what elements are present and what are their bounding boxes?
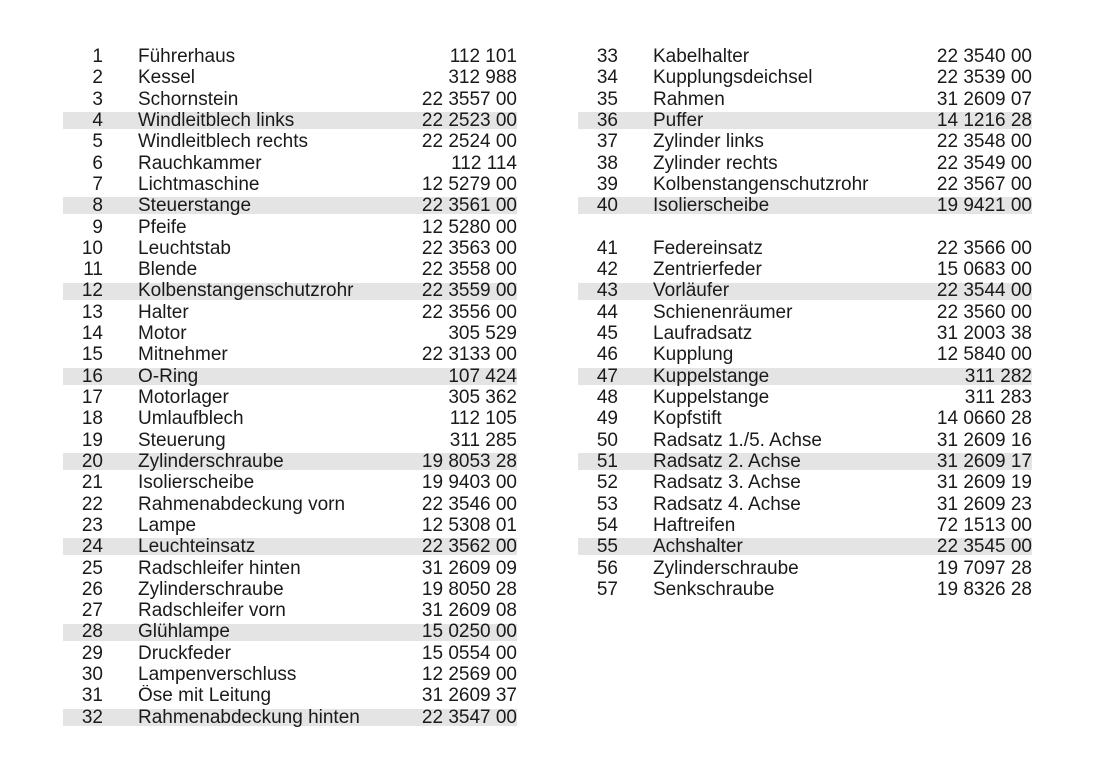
part-number: 22 3560 00 xyxy=(936,301,1032,323)
parts-row xyxy=(578,366,1032,387)
parts-row xyxy=(63,131,517,152)
part-number: 31 2609 07 xyxy=(936,88,1032,110)
item-number: 9 xyxy=(92,216,103,238)
part-name: Steuerstange xyxy=(138,195,252,217)
parts-row xyxy=(63,387,517,408)
parts-row xyxy=(63,217,517,238)
part-number: 14 1216 28 xyxy=(936,109,1032,131)
part-name: Radsatz 2. Achse xyxy=(653,450,801,472)
part-number: 22 3556 00 xyxy=(421,301,517,323)
parts-row xyxy=(63,195,517,216)
part-number: 22 3549 00 xyxy=(936,152,1032,174)
part-number: 107 424 xyxy=(448,365,517,387)
parts-row xyxy=(578,515,1032,536)
part-number: 72 1513 00 xyxy=(936,514,1032,536)
parts-row xyxy=(63,451,517,472)
item-number: 24 xyxy=(81,536,103,558)
parts-row xyxy=(63,323,517,344)
part-number: 112 114 xyxy=(451,152,517,174)
parts-row xyxy=(63,46,517,67)
item-number: 11 xyxy=(83,259,103,281)
part-name: Kolbenstangenschutzrohr xyxy=(653,173,869,195)
part-number: 112 101 xyxy=(449,46,517,67)
parts-row xyxy=(578,387,1032,408)
part-name: Kolbenstangenschutzrohr xyxy=(138,280,354,302)
item-number: 14 xyxy=(81,323,103,345)
part-number: 22 3548 00 xyxy=(936,131,1032,153)
parts-row xyxy=(578,302,1032,323)
item-number: 39 xyxy=(596,173,618,195)
item-number: 43 xyxy=(596,280,618,302)
item-number: 20 xyxy=(81,450,103,472)
part-name: Radsatz 3. Achse xyxy=(653,472,801,494)
part-number: 22 3562 00 xyxy=(421,536,517,558)
part-number: 19 8053 28 xyxy=(421,450,517,472)
item-number: 17 xyxy=(81,387,103,408)
item-number: 29 xyxy=(81,642,103,664)
part-number: 12 5280 00 xyxy=(421,216,517,238)
part-name: Schienenräumer xyxy=(653,301,793,323)
part-number: 19 9421 00 xyxy=(936,195,1032,217)
part-number: 22 3558 00 xyxy=(421,259,517,281)
item-number: 3 xyxy=(92,88,103,110)
part-number: 19 9403 00 xyxy=(421,472,517,494)
part-number: 22 3547 00 xyxy=(421,706,517,728)
part-number: 31 2609 37 xyxy=(421,685,517,707)
part-number: 305 362 xyxy=(448,387,517,408)
part-name: Halter xyxy=(138,301,189,323)
part-name: Radschleifer vorn xyxy=(138,600,286,622)
part-name: Radsatz 1./5. Achse xyxy=(653,429,822,451)
part-name: Isolierscheibe xyxy=(138,472,255,494)
part-number: 311 283 xyxy=(964,387,1032,408)
part-number: 22 3559 00 xyxy=(421,280,517,302)
parts-row xyxy=(578,195,1032,216)
part-name: Zentrierfeder xyxy=(653,259,762,281)
item-number: 6 xyxy=(92,152,103,174)
parts-row xyxy=(63,494,517,515)
parts-row xyxy=(63,302,517,323)
part-number: 12 5279 00 xyxy=(421,173,517,195)
item-number: 35 xyxy=(596,88,618,110)
item-number: 40 xyxy=(596,195,618,217)
item-number: 34 xyxy=(596,67,618,89)
part-number: 12 5840 00 xyxy=(936,344,1032,366)
parts-row xyxy=(63,153,517,174)
part-name: Lichtmaschine xyxy=(138,173,260,195)
part-name: Rahmenabdeckung vorn xyxy=(138,493,346,515)
item-number: 31 xyxy=(81,685,103,707)
part-name: Kuppelstange xyxy=(653,387,770,408)
part-name: Rahmenabdeckung hinten xyxy=(138,706,360,728)
part-name: Windleitblech rechts xyxy=(138,131,309,153)
item-number: 7 xyxy=(92,173,103,195)
item-number: 36 xyxy=(596,109,618,131)
parts-row xyxy=(578,494,1032,515)
parts-table-right xyxy=(578,46,1032,600)
parts-row xyxy=(63,280,517,301)
item-number: 18 xyxy=(81,408,103,430)
item-number: 4 xyxy=(92,109,103,131)
part-number: 31 2609 17 xyxy=(936,450,1032,472)
item-number: 10 xyxy=(81,237,103,259)
item-number: 8 xyxy=(92,195,103,217)
parts-row xyxy=(63,472,517,493)
item-number: 13 xyxy=(81,301,103,323)
part-name: Motorlager xyxy=(138,387,229,408)
part-name: Lampe xyxy=(138,514,197,536)
part-number: 31 2609 19 xyxy=(936,472,1032,494)
parts-row xyxy=(63,558,517,579)
part-name: Lampenverschluss xyxy=(138,664,297,686)
part-name: Senkschraube xyxy=(653,578,775,600)
parts-row xyxy=(578,174,1032,195)
part-name: Achshalter xyxy=(653,536,743,558)
part-number: 14 0660 28 xyxy=(936,408,1032,430)
part-name: Radsatz 4. Achse xyxy=(653,493,801,515)
part-name: Windleitblech links xyxy=(138,109,295,131)
part-number: 22 3563 00 xyxy=(421,237,517,259)
item-number: 27 xyxy=(81,600,103,622)
parts-row xyxy=(578,536,1032,557)
parts-row xyxy=(578,110,1032,131)
item-number: 42 xyxy=(596,259,618,281)
parts-row xyxy=(63,238,517,259)
item-number: 5 xyxy=(92,131,103,153)
parts-row xyxy=(578,67,1032,88)
parts-row xyxy=(63,536,517,557)
part-name: Zylinderschraube xyxy=(138,578,284,600)
part-name: Glühlampe xyxy=(138,621,230,643)
part-number: 22 3539 00 xyxy=(936,67,1032,89)
part-name: Druckfeder xyxy=(138,642,231,664)
item-number: 21 xyxy=(81,472,103,494)
item-number: 47 xyxy=(596,365,618,387)
parts-row xyxy=(578,430,1032,451)
item-number: 57 xyxy=(596,578,618,600)
item-number: 25 xyxy=(81,557,103,579)
part-number: 31 2609 09 xyxy=(421,557,517,579)
parts-row xyxy=(63,67,517,88)
parts-row xyxy=(63,621,517,642)
parts-row xyxy=(63,366,517,387)
item-number: 49 xyxy=(596,408,618,430)
part-number: 22 2524 00 xyxy=(421,131,517,153)
part-name: Kupplung xyxy=(653,344,734,366)
item-number: 55 xyxy=(596,536,618,558)
part-number: 22 2523 00 xyxy=(421,109,517,131)
part-name: O-Ring xyxy=(138,365,199,387)
parts-row xyxy=(63,344,517,365)
part-name: Haftreifen xyxy=(653,514,736,536)
item-number: 44 xyxy=(596,301,618,323)
parts-row xyxy=(578,323,1032,344)
part-name: Zylinderschraube xyxy=(138,450,284,472)
parts-row xyxy=(578,89,1032,110)
part-number: 31 2609 16 xyxy=(936,429,1032,451)
parts-row xyxy=(578,238,1032,259)
part-name: Zylinderschraube xyxy=(653,557,799,579)
parts-row xyxy=(63,643,517,664)
item-number: 53 xyxy=(596,493,618,515)
part-number: 19 8050 28 xyxy=(421,578,517,600)
parts-row xyxy=(578,280,1032,301)
parts-row xyxy=(63,174,517,195)
part-number: 312 988 xyxy=(448,67,517,89)
part-name: Zylinder links xyxy=(653,131,764,153)
part-number: 311 285 xyxy=(449,429,517,451)
item-number: 48 xyxy=(596,387,618,408)
part-name: Motor xyxy=(138,323,187,345)
parts-row xyxy=(63,707,517,728)
part-number: 22 3561 00 xyxy=(421,195,517,217)
parts-row xyxy=(63,664,517,685)
part-name: Kopfstift xyxy=(653,408,722,430)
part-name: Mitnehmer xyxy=(138,344,228,366)
part-number: 12 5308 01 xyxy=(421,514,517,536)
parts-row xyxy=(63,110,517,131)
part-number: 112 105 xyxy=(449,408,517,430)
parts-row xyxy=(63,408,517,429)
parts-row xyxy=(578,451,1032,472)
part-name: Laufradsatz xyxy=(653,323,753,345)
item-number: 52 xyxy=(596,472,618,494)
part-name: Puffer xyxy=(653,109,704,131)
parts-row xyxy=(63,600,517,621)
part-number: 22 3546 00 xyxy=(421,493,517,515)
item-number: 46 xyxy=(596,344,618,366)
item-number: 22 xyxy=(81,493,103,515)
parts-table-left xyxy=(63,46,517,728)
part-name: Öse mit Leitung xyxy=(138,685,272,707)
item-number: 12 xyxy=(81,280,103,302)
part-name: Blende xyxy=(138,259,198,281)
part-name: Vorläufer xyxy=(653,280,730,302)
item-number: 50 xyxy=(596,429,618,451)
part-number: 31 2609 08 xyxy=(421,600,517,622)
item-number: 30 xyxy=(81,664,103,686)
part-number: 22 3567 00 xyxy=(936,173,1032,195)
part-name: Führerhaus xyxy=(138,46,236,67)
part-number: 15 0683 00 xyxy=(936,259,1032,281)
part-name: Steuerung xyxy=(138,429,226,451)
item-number: 41 xyxy=(596,237,618,259)
item-number: 45 xyxy=(596,323,618,345)
item-number: 16 xyxy=(81,365,103,387)
item-number: 33 xyxy=(596,46,618,67)
part-name: Radschleifer hinten xyxy=(138,557,301,579)
part-number: 12 2569 00 xyxy=(421,664,517,686)
part-name: Kabelhalter xyxy=(653,46,750,67)
item-number: 28 xyxy=(81,621,103,643)
part-number: 22 3566 00 xyxy=(936,237,1032,259)
part-number: 311 282 xyxy=(964,365,1032,387)
part-name: Umlaufblech xyxy=(138,408,244,430)
parts-row xyxy=(578,558,1032,579)
parts-row xyxy=(63,89,517,110)
part-name: Zylinder rechts xyxy=(653,152,778,174)
part-name: Kuppelstange xyxy=(653,365,770,387)
parts-row xyxy=(63,430,517,451)
part-number: 22 3544 00 xyxy=(936,280,1032,302)
parts-row xyxy=(63,579,517,600)
part-name: Isolierscheibe xyxy=(653,195,770,217)
part-number: 22 3557 00 xyxy=(421,88,517,110)
item-number: 19 xyxy=(81,429,103,451)
part-name: Leuchtstab xyxy=(138,237,231,259)
part-number: 15 0250 00 xyxy=(421,621,517,643)
part-number: 305 529 xyxy=(448,323,517,345)
item-number: 32 xyxy=(81,706,103,728)
item-number: 15 xyxy=(81,344,103,366)
part-name: Rauchkammer xyxy=(138,152,262,174)
part-number: 15 0554 00 xyxy=(421,642,517,664)
part-name: Pfeife xyxy=(138,216,187,238)
parts-row xyxy=(63,515,517,536)
item-number: 37 xyxy=(596,131,618,153)
item-number: 54 xyxy=(596,514,618,536)
part-number: 22 3133 00 xyxy=(421,344,517,366)
parts-row xyxy=(578,131,1032,152)
parts-row xyxy=(63,685,517,706)
part-number: 19 8326 28 xyxy=(936,578,1032,600)
part-number: 31 2003 38 xyxy=(936,323,1032,345)
item-number: 1 xyxy=(92,46,103,67)
item-number: 23 xyxy=(81,514,103,536)
item-number: 56 xyxy=(596,557,618,579)
parts-row xyxy=(63,259,517,280)
item-number: 2 xyxy=(92,67,103,89)
part-name: Kupplungsdeichsel xyxy=(653,67,813,89)
parts-row xyxy=(578,153,1032,174)
parts-row xyxy=(578,408,1032,429)
part-name: Kessel xyxy=(138,67,196,89)
part-number: 31 2609 23 xyxy=(936,493,1032,515)
item-number: 26 xyxy=(81,578,103,600)
part-name: Rahmen xyxy=(653,88,725,110)
parts-row xyxy=(578,472,1032,493)
parts-row xyxy=(578,259,1032,280)
part-number: 19 7097 28 xyxy=(936,557,1032,579)
item-number: 51 xyxy=(596,450,618,472)
part-number: 22 3545 00 xyxy=(936,536,1032,558)
item-number: 38 xyxy=(596,152,618,174)
part-name: Leuchteinsatz xyxy=(138,536,256,558)
part-name: Federeinsatz xyxy=(653,237,763,259)
part-number: 22 3540 00 xyxy=(936,46,1032,67)
part-name: Schornstein xyxy=(138,88,239,110)
parts-row xyxy=(578,579,1032,600)
parts-row xyxy=(578,46,1032,67)
parts-row xyxy=(578,344,1032,365)
